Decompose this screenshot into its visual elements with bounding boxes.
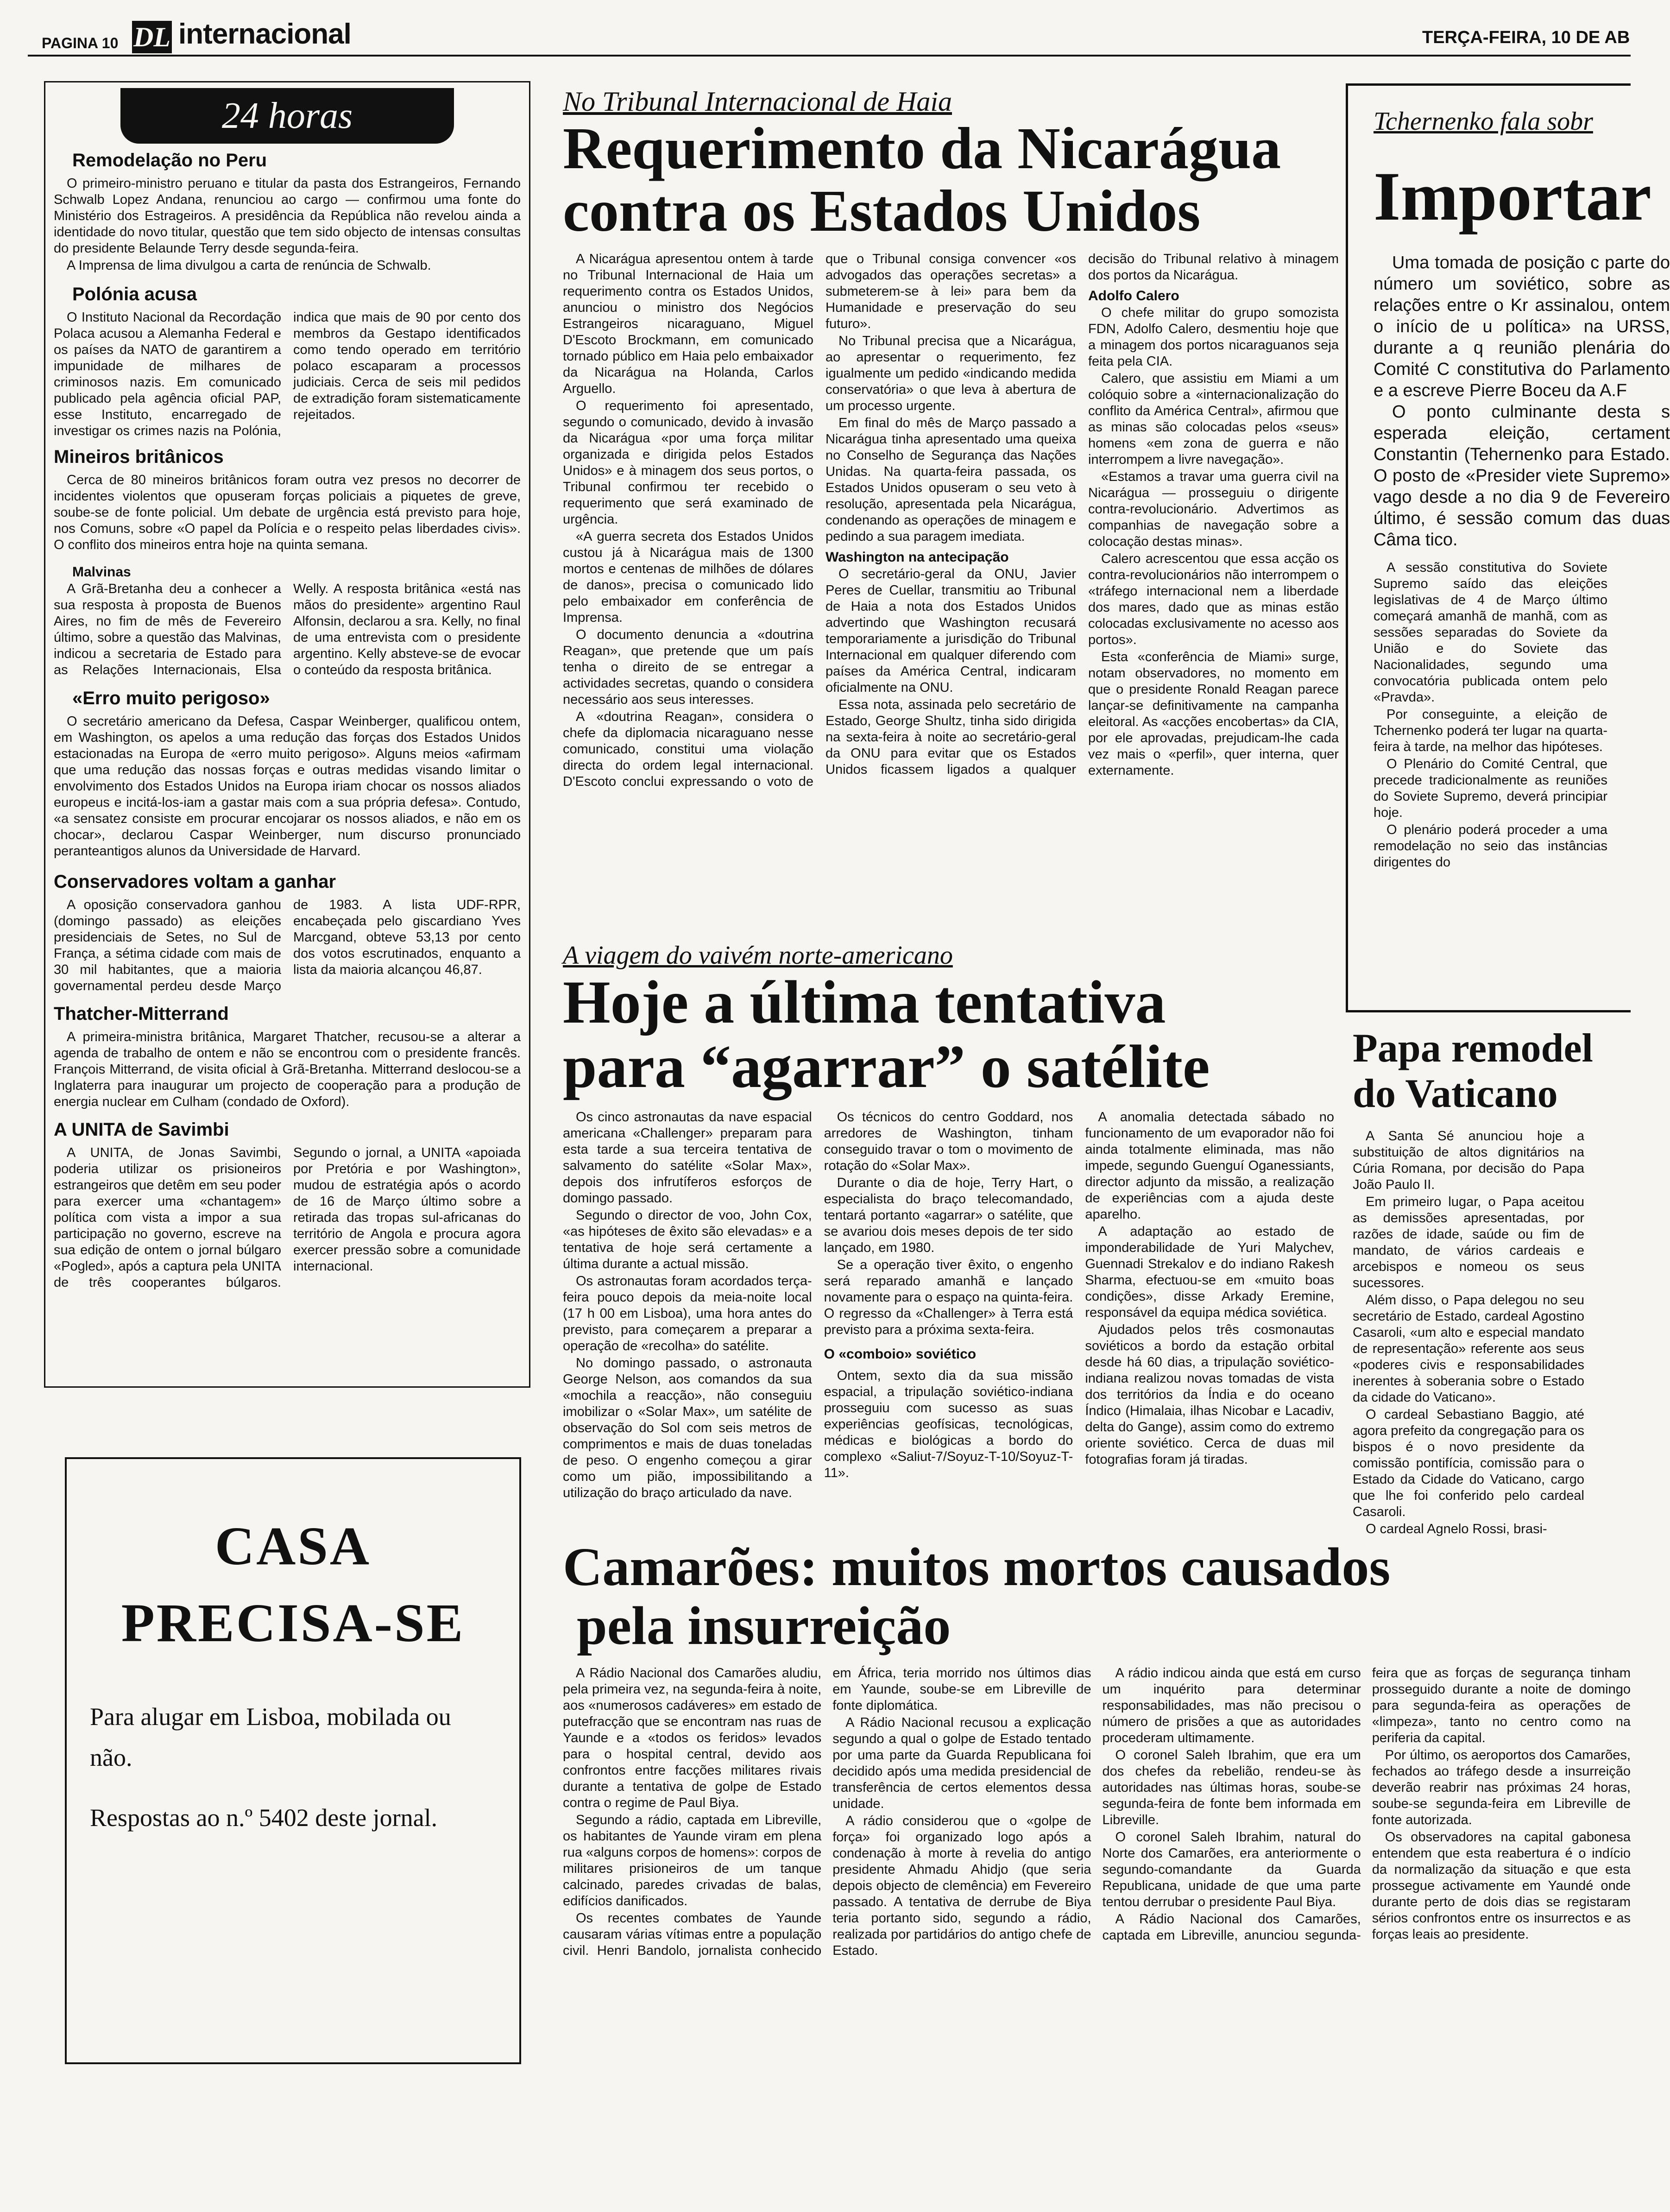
article-paragraph: Em primeiro lugar, o Papa aceitou as demissões apresentadas, por razões de idade, saúde ou fim de mandato, de vários cardeais e arcebispos e nomeou os seus sucessores. [1353, 1194, 1584, 1290]
item-paragraph: O secretário americano da Defesa, Caspar Weinberger, qualificou ontem, em Washington, os apelos a uma redução das forças dos Estados Unidos estacionadas na Europa de «erro muito perigoso». Alguns meios «afirmam que uma redução das nossas forças e outras medidas visando limitar o envolvimento dos Estados Unidos na Europa iriam chocar os nossos aliados europeus e incitá-los-iam a gastar mais com a sua própria defesa». Contudo, «a sensatez consiste em procurar encojarar os nossos aliados, e não em os chocar», declarou Caspar Weinberger, num discurso pronunciado peranteantigos alunos da Universidade de Harvard. [54, 714, 521, 859]
article-paragraph: No Tribunal precisa que a Nicarágua, ao apresentar o requerimento, fez igualmente um pedido «indicando medida conservatória» o que leva à abertura de um processo urgente. [826, 334, 1076, 413]
item-title: «Erro muito perigoso» [72, 688, 270, 708]
tchernenko-kicker: Tchernenko fala sobr [1374, 107, 1593, 136]
article-paragraph: O plenário poderá proceder a uma remodelação no seio das instâncias dirigentes do [1374, 822, 1607, 870]
lead-paragraph: O ponto culminante desta s esperada eleição, certament Constantin (Tehernenko para Estado. O posto de «Presider viete Supremo» vago desde a no dia 9 de Fevereiro último, é sessão comum das duas Câma tico. [1374, 402, 1670, 550]
item-title: Mineiros britânicos [54, 447, 224, 467]
article-paragraph: Os cinco astronautas da nave espacial americana «Challenger» preparam para esta tarde a sua terceira tentativa de salvamento do satélite «Solar Max», depois dos infrutíferos esforços de domingo passado. [563, 1110, 812, 1206]
horas-box [44, 81, 530, 1388]
article-paragraph: Além disso, o Papa delegou no seu secretário de Estado, cardeal Agostino Casaroli, «um alto e especial mandato de representação» referente aos seus «poderes civis e responsabilidades inerentes à soberania sobre o Estado da cidade do Vaticano». [1353, 1293, 1584, 1405]
camaroes-headline-2: pela insurreição [577, 1595, 951, 1656]
article-paragraph: No domingo passado, o astronauta George Nelson, aos comandos da sua «mochila a reacção», não conseguiu imobilizar o «Solar Max», um satélite de observação do Sol com seis metros de comprimentos e mais de duas toneladas de peso. O engenho começou a girar como um pião, impossibilitando a utilização do braço articulado da nave. [563, 1356, 812, 1500]
tchernenko-lead [1374, 252, 1670, 550]
tchernenko-body [1374, 560, 1607, 871]
masthead-rule [28, 55, 1631, 57]
papa-headline-1: Papa remodel [1353, 1026, 1593, 1071]
article-paragraph: A Rádio Nacional recusou a explicação segundo a qual o golpe de Estado tentado por uma parte da Guarda Republicana foi decidido após uma medida presidencial de transferência de certos elementos dessa unidade. [832, 1715, 1091, 1811]
camaroes-article [563, 1538, 1631, 2212]
papa-headline-2: do Vaticano [1353, 1071, 1558, 1116]
classified-ad [65, 1457, 521, 2064]
ad-line-1: CASA [214, 1516, 372, 1576]
item-paragraph: O Instituto Nacional da Recordação Polaca acusou a Alemanha Federal e os países da NATO de garantirem a impunidade de milhares de criminosos nazis. Em comunicado publicado pela agência oficial PAP, esse Instituto, encarregado de investigar os crimes nazis na Polónia, indica que mais de 90 por cento dos membros da Gestapo identificados como tendo operado em território polaco escaparam a processos judiciais. Cerca de seis mil pedidos de extradição foram sistematicamente rejeitados. [54, 310, 521, 438]
item-title: Conservadores voltam a ganhar [54, 872, 336, 892]
camaroes-headline-1: Camarões: muitos mortos causados [563, 1536, 1391, 1597]
nicaragua-kicker: No Tribunal Internacional de Haia [563, 86, 952, 117]
article-paragraph: O Plenário do Comité Central, que precede tradicionalmente as reuniões do Soviete Supremo, deverá principiar hoje. [1374, 757, 1607, 820]
article-paragraph: O cardeal Sebastiano Baggio, até agora prefeito da congregação para os bispos é o novo presidente da comissão pontifícia, comissão para o Estado da Cidade do Vaticano, cargo que lhe foi conferido pelo cardeal Casaroli. [1353, 1407, 1584, 1519]
article-paragraph: O coronel Saleh Ibrahim, natural do Norte dos Camarões, era anteriormente o segundo-comandante da Guarda Republicana, unidade de que uma parte tentou derrubar o presidente Paul Biya. [1102, 1830, 1361, 1909]
article-paragraph: A Santa Sé anunciou hoje a substituição de altos dignitários na Cúria Romana, por decisão do Papa João Paulo II. [1353, 1129, 1584, 1192]
article-paragraph: Calero acrescentou que essa acção os contra-revolucionários não interrompem o «tráfego internacional nem a liberdade dos mares, dado que as minas estão colocadas exclusivamente no acesso aos portos». [1088, 551, 1339, 647]
horas-banner-text: 24 horas [221, 95, 353, 136]
article-paragraph: Os observadores na capital gabonesa entendem que esta reabertura é o indício da normalização da situação e que esta prossegue activamente em Yaundé onde durante perto de dois dias se registaram sérios confrontos entre os insurrectos e as forças leais ao presidente. [1372, 1830, 1631, 1942]
item-paragraph: A Imprensa de lima divulgou a carta de renúncia de Schwalb. [67, 258, 431, 273]
article-paragraph: Durante o dia de hoje, Terry Hart, o especialista do braço telecomandado, tentará portanto «agarrar» o satélite, que se avariou dois meses depois de ter sido lançado, em 1980. [824, 1176, 1073, 1255]
item-paragraph: A Grã-Bretanha deu a conhecer a sua resposta à proposta de Buenos Aires, no fim de mês de Fevereiro último, sobre a questão das Malvinas, indicou a secretaria de Estado para as Relações Internacionais, Elsa Welly. A resposta britânica «está nas mãos do presidente» argentino Raul Alfonsin, declarou a sra. Kelly, no final de uma entrevista com o presidente argentino. Kelly absteve-se de evocar o conteúdo da resposta britânica. [54, 581, 521, 677]
article-paragraph: «A guerra secreta dos Estados Unidos custou já à Nicarágua mais de 1300 mortos e centenas de milhões de dólares de danos», precisa o comunicado lido pelo embaixador em conferência de Imprensa. [563, 529, 813, 625]
article-paragraph: Os técnicos do centro Goddard, nos arredores de Washington, tinham conseguido travar o tom o movimento de rotação do «Solar Max». [824, 1110, 1073, 1173]
item-paragraph: Cerca de 80 mineiros britânicos foram outra vez presos no decorrer de incidentes violentos que opuseram forças policiais a piquetes de greve, soube-se de fonte policial. Um debate de urgência está previsto para hoje, nos Comuns, sobre «O papel da Polícia e o respeito pelas liberdades civis». O conflito dos mineiros entra hoje na quinta semana. [54, 473, 521, 552]
article-paragraph: O requerimento foi apresentado, segundo o comunicado, devido à invasão da Nicarágua «por uma força militar organizada e dirigida pelos Estados Unidos» e à minagem dos seus portos, o Tribunal confirmou ter recebido o requerimento que será examinado de urgência. [563, 398, 813, 527]
item-paragraph: A primeira-ministra britânica, Margaret Thatcher, recusou-se a alterar a agenda de trabalho de ontem e não se encontrou com o presidente francês. François Mitterrand, de visita oficial à Grã-Bretanha. Mitterrand deslocou-se a Inglaterra para inaugurar um projecto de cooperação para a produção de energia nuclear em Culham (condado de Oxford). [54, 1030, 521, 1109]
item-paragraph: A UNITA, de Jonas Savimbi, poderia utilizar os prisioneiros estrangeiros que detêm em seu poder para exercer uma «chantagem» política com vista a impor a sua participação no governo, escreve na sua edição de ontem o jornal búlgaro «Pogled», após a captura pela UNITA de três cooperantes búlgaros. Segundo o jornal, a UNITA «apoiada por Pretória e por Washington», mudou de estratégia após o acordo de 16 de Março último sobre a retirada das tropas sul-africanas do território de Angola e procura agora exercer pressão sobre a comunidade internacional. [54, 1145, 521, 1290]
article-paragraph: «Estamos a travar uma guerra civil na Nicarágua — prosseguiu o dirigente contra-revolucionário. Advertimos as companhias de navegação sobre a colocação destas minas». [1088, 469, 1339, 549]
article-paragraph: O chefe militar do grupo somozista FDN, Adolfo Calero, desmentiu hoje que a minagem dos portos nicaraguanos seja feita pela CIA. [1088, 305, 1339, 369]
nicaragua-headline-2: contra os Estados Unidos [563, 178, 1201, 244]
page-date: TERÇA-FEIRA, 10 DE AB [1422, 28, 1630, 47]
article-paragraph: O secretário-geral da ONU, Javier Peres de Cuellar, transmitiu ao Tribunal de Haia a nota dos Estados Unidos advertindo que Washington recusará temporariamente a jurisdição do Tribunal Internacional em qualquer diferendo com países da América Central, indicaram oficialmente na ONU. [826, 567, 1076, 695]
article-subheading: Adolfo Calero [1088, 288, 1179, 303]
item-title: A UNITA de Savimbi [54, 1119, 229, 1140]
article-paragraph: O cardeal Agnelo Rossi, brasi- [1366, 1522, 1547, 1536]
article-paragraph: Segundo a rádio, captada em Libreville, os habitantes de Yaunde viram em plena rua «alguns corpos de homens»: corpos de militares prisioneiros de um tanque calcinado, paredes crivadas de balas, edifícios danificados. [563, 1813, 822, 1909]
dn-logo: DL [132, 21, 172, 53]
satellite-headline-1: Hoje a última tentativa [563, 968, 1166, 1036]
article-paragraph: Por conseguinte, a eleição de Tchernenko poderá ter lugar na quarta-feira à tarde, na melhor das hipóteses. [1374, 707, 1607, 754]
article-paragraph: A anomalia detectada sábado no funcionamento de um evaporador não foi ainda totalmente eliminada, mas não impede, segundo Guenguí Oganessiants, director adjunto da missão, a realização de experiências com a ajuda deste aparelho. [1085, 1110, 1334, 1222]
article-paragraph: Em final do mês de Março passado a Nicarágua tinha apresentado uma queixa no Conselho de Segurança das Nações Unidas. Na quarta-feira passada, os Estados Unidos opuseram o seu veto à resolução, apresentada pela Nicarágua, condenando as operações de minagem e pedindo a sua paragem imediata. [826, 416, 1076, 544]
papa-body [1353, 1128, 1584, 1537]
item-title: Polónia acusa [72, 284, 197, 304]
article-paragraph: Segundo o director de voo, John Cox, «as hipóteses de êxito são elevadas» e a tentativa de hoje será certamente a última durante a actual missão. [563, 1208, 812, 1271]
item-paragraph: O primeiro-ministro peruano e titular da pasta dos Estrangeiros, Fernando Schwalb Lopez Andana, renunciou ao cargo — confirmou uma fonte do Ministério dos Estrageiros. A presidência da República não revelou ainda a identidade do novo titular, questão que tem sido objecto de intensas consultas do presidente Belaunde Terry desde segunda-feira. [54, 176, 521, 256]
article-paragraph: Os astronautas foram acordados terça-feira pouco depois da meia-noite local (17 h 00 em Lisboa), uma hora antes do previsto, para começarem a preparar a operação de «recolha» do satélite. [563, 1274, 812, 1353]
article-paragraph: O coronel Saleh Ibrahim, que era um dos chefes da rebelião, rendeu-se às autoridades nas últimas horas, soube-se segunda-feira de fonte bem informada em Libreville. [1102, 1748, 1361, 1827]
ad-line-2: PRECISA-SE [121, 1593, 465, 1653]
page-label: PAGINA 10 [42, 35, 119, 51]
article-paragraph: Ajudados pelos três cosmonautas soviéticos a bordo da estação orbital desde há 60 dias, a tripulação soviético-indiana realizou novas tomadas de vista dos territórios da Índia e do oceano Índico (Himalaia, ilhas Nicobar e Lacadiv, delta do Gange), assim como do extremo oriente soviético. Cerca de duas mil fotografias foram já tiradas. [1085, 1322, 1334, 1467]
nicaragua-body [563, 251, 1339, 914]
ad-line-4: Respostas ao n.º 5402 deste jornal. [90, 1804, 438, 1832]
article-paragraph: O documento denuncia a «doutrina Reagan», que pretende que um país tenha o direito de se entregar a actividades secretas, quando o considera necessário aos seus interesses. [563, 627, 813, 707]
tchernenko-headline: Importar [1374, 158, 1651, 235]
article-paragraph: A rádio considerou que o «golpe de força» foi organizado logo após a condenação à morte à revelia do antigo presidente Ahmadu Ahidjo (que seria depois objecto de clemência) em Fevereiro passado. A tentativa de derrube de Biya teria portanto sido, segundo a rádio, realizada por partidários do antigo chefe de Estado. [832, 1814, 1091, 1958]
article-subheading: Washington na antecipação [826, 550, 1009, 565]
article-paragraph: A Nicarágua apresentou ontem à tarde no Tribunal Internacional de Haia um requerimento contra os Estados Unidos, anunciou o ministro dos Negócios Estrangeiros nicaraguano, Miguel D'Escoto Brockmann, em comunicado tornado público em Haia pelo embaixador da Nicarágua na Holanda, Carlos Arguello. [563, 252, 813, 396]
article-paragraph: Ontem, sexto dia da sua missão espacial, a tripulação soviético-indiana prosseguiu com sucesso as suas experiências geofísicas, tecnológicas, médicas e biológicas a bordo do complexo «Saliut-7/Soyuz-T-10/Soyuz-T-11». [824, 1368, 1073, 1480]
article-paragraph: A «doutrina Reagan», considera o chefe da diplomacia nicaraguano nesse comunicado, constitui uma violação directa do ordem legal internacional. D'Escoto conclui expressando o voto de que o Tribunal consiga convencer «os advogados das operações secretas» a submeterem-se à lei» para bem da Humanidade e preservação do seu futuro». [563, 252, 1076, 789]
article-subheading: O «comboio» soviético [824, 1346, 977, 1362]
camaroes-body [563, 1665, 1631, 2212]
horas-banner [120, 88, 454, 144]
article-paragraph: A sessão constitutiva do Soviete Supremo saído das eleições legislativas de 4 de Março último começará amanhã de manhã, com as sessões separadas do Soviete da União e do Soviete das Nacionalidades, segundo uma convocatória publicada ontem pelo «Pravda». [1374, 560, 1607, 705]
article-paragraph: A adaptação ao estado de imponderabilidade de Yuri Malychev, Guennadi Strekalov e do indiano Rakesh Sharma, efectuou-se em «muito boas condições», disse Arkady Eremine, responsável da equipa médica soviética. [1085, 1224, 1334, 1320]
item-paragraph: A oposição conservadora ganhou (domingo passado) as eleições presidenciais de Setes, no Sul de França, a sétima cidade com mais de 30 mil habitantes, que a maioria governamental perdeu desde Março de 1983. A lista UDF-RPR, encabeçada pelo giscardiano Yves Marcgand, obteve 53,13 por cento dos votos escrutinados, enquanto a lista da maioria alcançou 46,87. [54, 897, 521, 993]
article-paragraph: Os recentes combates de Yaunde causaram várias vítimas entre a população civil. Henri Bandolo, jornalista conhecido em África, teria morrido nos últimos dias em Yaunde, soube-se em Libreville de fonte diplomática. [563, 1666, 1091, 1958]
nicaragua-headline-1: Requerimento da Nicarágua [563, 115, 1281, 181]
lead-paragraph: Uma tomada de posição c parte do número um soviético, sobre as relações entre o Kr assinalou, ontem o início de u política» na URSS, durante a q reunião plenária do Comité C constitutiva do Parlamento e a escreve Pierre Boceu da A.F [1374, 253, 1670, 400]
article-paragraph: Calero, que assistiu em Miami a um colóquio sobre a «internacionalização do conflito da América Central», afirmou que as minas são colocadas pelos «seus» homens «em zona de guerra e não interrompem a livre navegação». [1088, 371, 1339, 467]
item-title: Remodelação no Peru [72, 150, 267, 171]
article-paragraph: Se a operação tiver êxito, o engenho será reparado amanhã e lançado novamente para o espaço na quinta-feira. O regresso da «Challenger» à Terra está previsto para a próxima sexta-feira. [824, 1258, 1073, 1337]
nicaragua-article [563, 86, 1339, 914]
article-paragraph: Por último, os aeroportos dos Camarões, fechados ao tráfego desde a insurreição deverão reabrir nas próximas 24 horas, soube-se segunda-feira em Libreville de fonte autorizada. [1372, 1748, 1631, 1827]
satellite-kicker: A viagem do vaivém norte-americano [563, 941, 953, 970]
article-paragraph: Esta «conferência de Miami» surge, notam observadores, no momento em que o presidente Ronald Reagan parece lançar-se definitivamente na campanha eleitoral. As «acções encobertas» da CIA, por ele aprovadas, prejudicam-lhe cada vez mais o «perfil», quer interna, quer externamente. [1088, 650, 1339, 778]
satellite-body [563, 1109, 1334, 1610]
satellite-headline-2: para “agarrar” o satélite [563, 1032, 1210, 1100]
item-title: Thatcher-Mitterrand [54, 1004, 229, 1024]
tchernenko-box [1346, 83, 1670, 1012]
masthead [0, 0, 1631, 53]
papa-article [1353, 1026, 1631, 1543]
section-title: internacional [178, 18, 351, 50]
ad-line-3: Para alugar em Lisboa, mobilada ou não. [90, 1703, 451, 1771]
satellite-article [563, 941, 1334, 1610]
article-paragraph: A Rádio Nacional dos Camarões, captada em Libreville, anunciou segunda-feira que as forças de segurança tinham prosseguido durante a noite de domingo para segunda-feira as operações de «limpeza», tanto no centro como na periferia da capital. [1102, 1666, 1631, 1943]
item-title: Malvinas [72, 564, 131, 580]
article-paragraph: A Rádio Nacional dos Camarões aludiu, pela primeira vez, na segunda-feira à noite, aos «numerosos cadáveres» em estado de putefracção que se encontram nas ruas de Yaunde e a «todos os feridos» levados para o hospital central, devido aos confrontos entre facções militares rivais durante a tentativa de golpe de Estado contra o regime de Paul Biya. [563, 1666, 822, 1810]
article-paragraph: Essa nota, assinada pelo secretário de Estado, George Shultz, tinha sido dirigida na sexta-feira à noite ao secretário-geral da ONU para evitar que os Estados Unidos ficassem ligados a qualquer decisão do Tribunal relativo à minagem dos portos da Nicarágua. [826, 252, 1339, 777]
article-paragraph: A rádio indicou ainda que está em curso um inquérito para determinar responsabilidades, mas não precisou o número de prisões a que as autoridades procederam ultimamente. [1102, 1666, 1361, 1745]
